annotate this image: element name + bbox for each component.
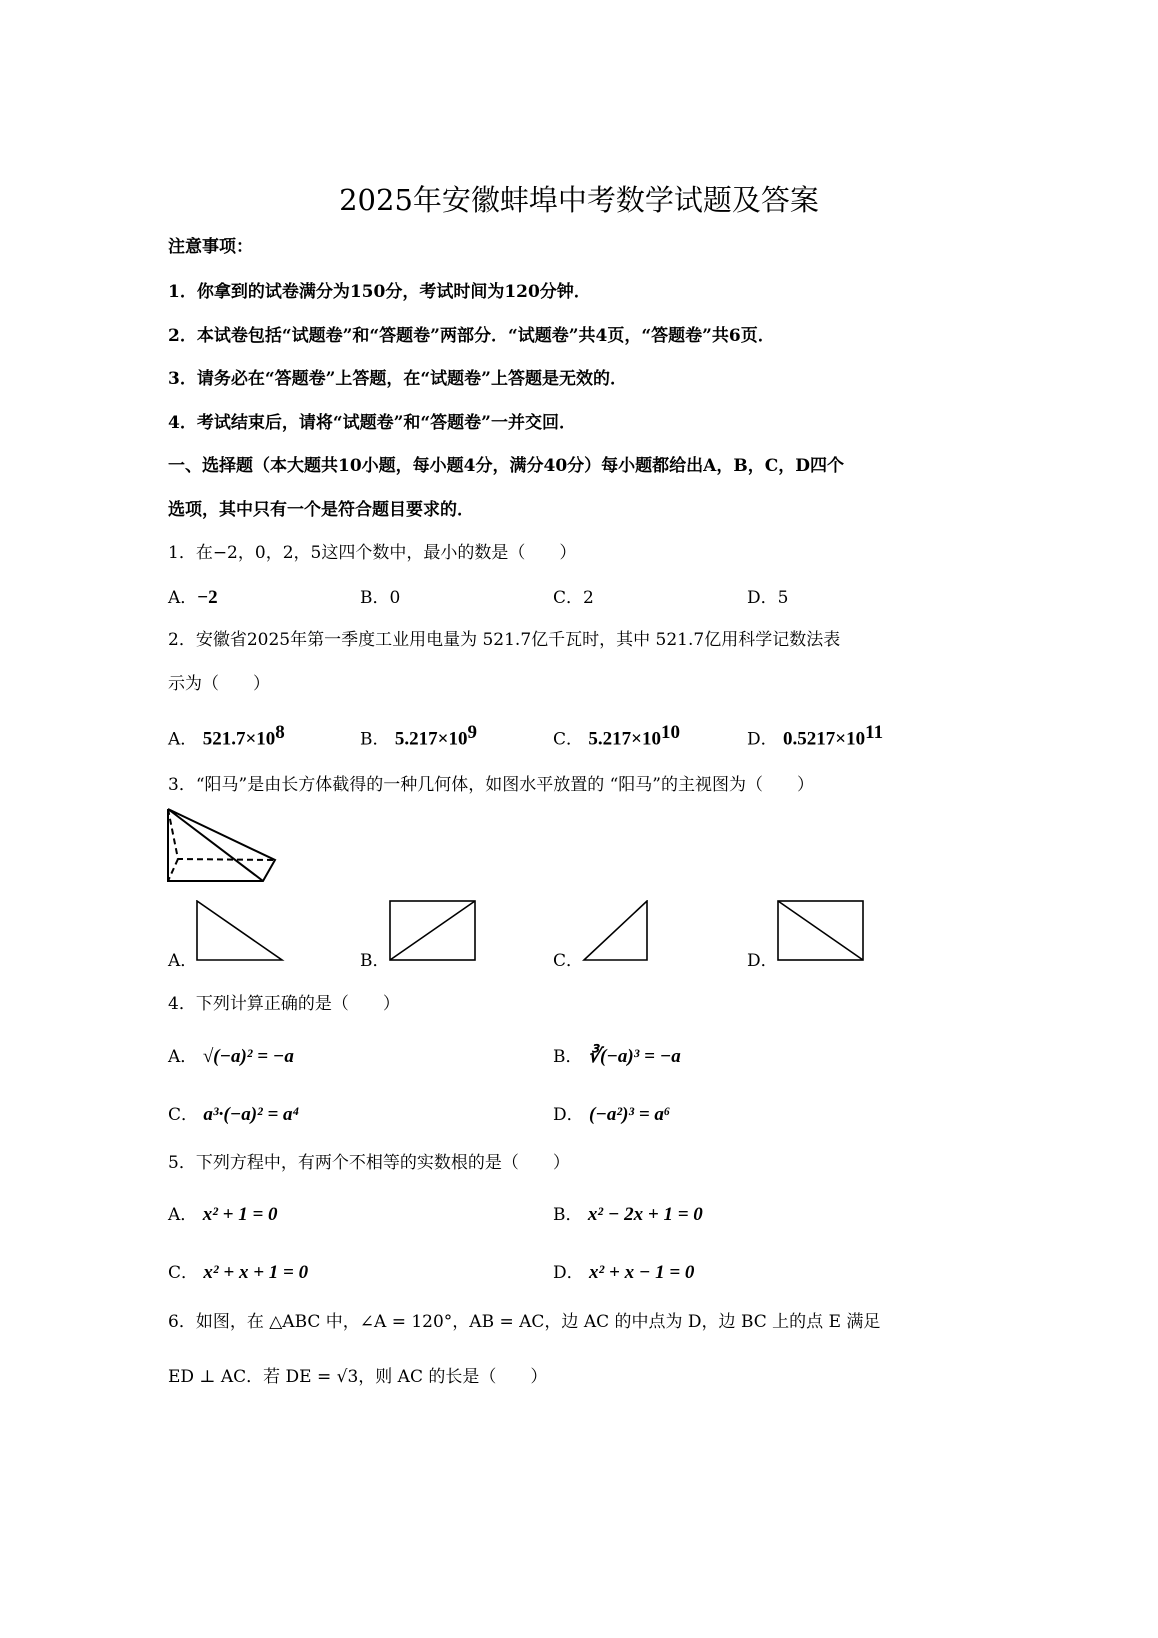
q3-label-c: C． — [553, 951, 584, 971]
option-label: B． — [553, 1205, 583, 1225]
option-formula: x² + x + 1 = 0 — [203, 1262, 309, 1283]
q1-stem: 1．在−2，0，2，5这四个数中，最小的数是（ ） — [168, 543, 577, 563]
q6-stem: 6．如图，在 △ABC 中，∠A = 120°，AB = AC，边 AC 的中点为 D，边 BC 上的点 E 满足 — [168, 1312, 881, 1332]
option-value: 521.7×10 — [202, 728, 276, 750]
option-formula: x² + 1 = 0 — [202, 1204, 278, 1225]
option-label: C． — [553, 729, 584, 750]
q2-option-b — [360, 722, 477, 751]
option-value: 5.217×10 — [588, 728, 661, 750]
option-label: D． — [553, 1105, 584, 1125]
exponent: 8 — [275, 722, 285, 743]
q5-option-a — [168, 1200, 278, 1226]
notice-heading: 注意事项： — [168, 237, 253, 257]
q2-option-c — [553, 722, 680, 751]
option-formula: (−a²)³ = a⁶ — [589, 1104, 671, 1125]
q2-stem-cont: 示为（ ） — [168, 674, 270, 694]
q3-label-a: A． — [168, 951, 198, 971]
q1-option-c: C．2 — [553, 588, 594, 608]
option-c-figure — [582, 900, 652, 962]
option-label: A． — [168, 729, 198, 750]
q5-stem: 5．下列方程中，有两个不相等的实数根的是（ ） — [168, 1153, 570, 1173]
option-d-figure — [776, 900, 866, 962]
option-label: B． — [360, 729, 390, 750]
option-formula: ∛(−a)³ = −a — [587, 1046, 681, 1067]
q1-option-b: B．0 — [360, 588, 401, 608]
option-value: −2 — [197, 587, 218, 608]
section-heading-cont: 选项，其中只有一个是符合题目要求的． — [168, 500, 474, 520]
option-label: B． — [553, 1047, 583, 1067]
q4-stem: 4．下列计算正确的是（ ） — [168, 994, 400, 1014]
q1-option-a — [168, 583, 218, 609]
section-heading: 一、选择题（本大题共10小题，每小题4分，满分40分）每小题都给出A，B，C，D四个 — [168, 456, 844, 476]
q4-option-c — [168, 1100, 299, 1126]
option-a-figure — [195, 900, 285, 962]
option-b-figure — [388, 900, 478, 962]
option-formula: x² − 2x + 1 = 0 — [587, 1204, 703, 1225]
q3-label-d: D． — [747, 951, 778, 971]
q4-option-a — [168, 1042, 294, 1068]
option-label: D． — [553, 1263, 584, 1283]
option-value: 0.5217×10 — [783, 728, 866, 750]
option-value: 5.217×10 — [394, 728, 468, 750]
notice-item: 1．你拿到的试卷满分为150分，考试时间为120分钟． — [168, 282, 591, 302]
option-formula: √(−a)² = −a — [202, 1046, 294, 1067]
notice-item: 2．本试卷包括“试题卷”和“答题卷”两部分．“试题卷”共4页，“答题卷”共6页． — [168, 326, 775, 346]
q1-option-d: D．5 — [747, 588, 789, 608]
exponent: 10 — [661, 722, 680, 743]
option-label: D． — [747, 729, 778, 750]
q3-stem: 3．“阳马”是由长方体截得的一种几何体，如图水平放置的 “阳马”的主视图为（ ） — [168, 775, 814, 795]
q2-option-d — [747, 722, 883, 751]
exponent: 9 — [467, 722, 477, 743]
q4-option-b — [553, 1042, 681, 1068]
q3-label-b: B． — [360, 951, 390, 971]
q6-stem-cont: ED ⊥ AC．若 DE = √3，则 AC 的长是（ ） — [168, 1367, 548, 1387]
notice-item: 3．请务必在“答题卷”上答题，在“试题卷”上答题是无效的． — [168, 369, 627, 389]
option-label: A． — [168, 588, 198, 608]
yangma-solid-figure — [165, 806, 290, 886]
option-formula: x² + x − 1 = 0 — [589, 1262, 695, 1283]
page-title: 2025年安徽蚌埠中考数学试题及答案 — [339, 183, 819, 217]
notice-item: 4．考试结束后，请将“试题卷”和“答题卷”一并交回． — [168, 413, 576, 433]
q2-option-a — [168, 722, 285, 751]
option-formula: a³·(−a)² = a⁴ — [203, 1104, 300, 1125]
q5-option-c — [168, 1258, 308, 1284]
exponent: 11 — [865, 722, 884, 743]
q4-option-d — [553, 1100, 671, 1126]
option-label: C． — [168, 1263, 199, 1283]
q5-option-b — [553, 1200, 703, 1226]
q2-stem: 2．安徽省2025年第一季度工业用电量为 521.7亿千瓦时，其中 521.7亿用科学记数法表 — [168, 630, 841, 650]
option-label: C． — [168, 1105, 199, 1125]
q5-option-d — [553, 1258, 694, 1284]
option-label: A． — [168, 1047, 198, 1067]
option-label: A． — [168, 1205, 198, 1225]
